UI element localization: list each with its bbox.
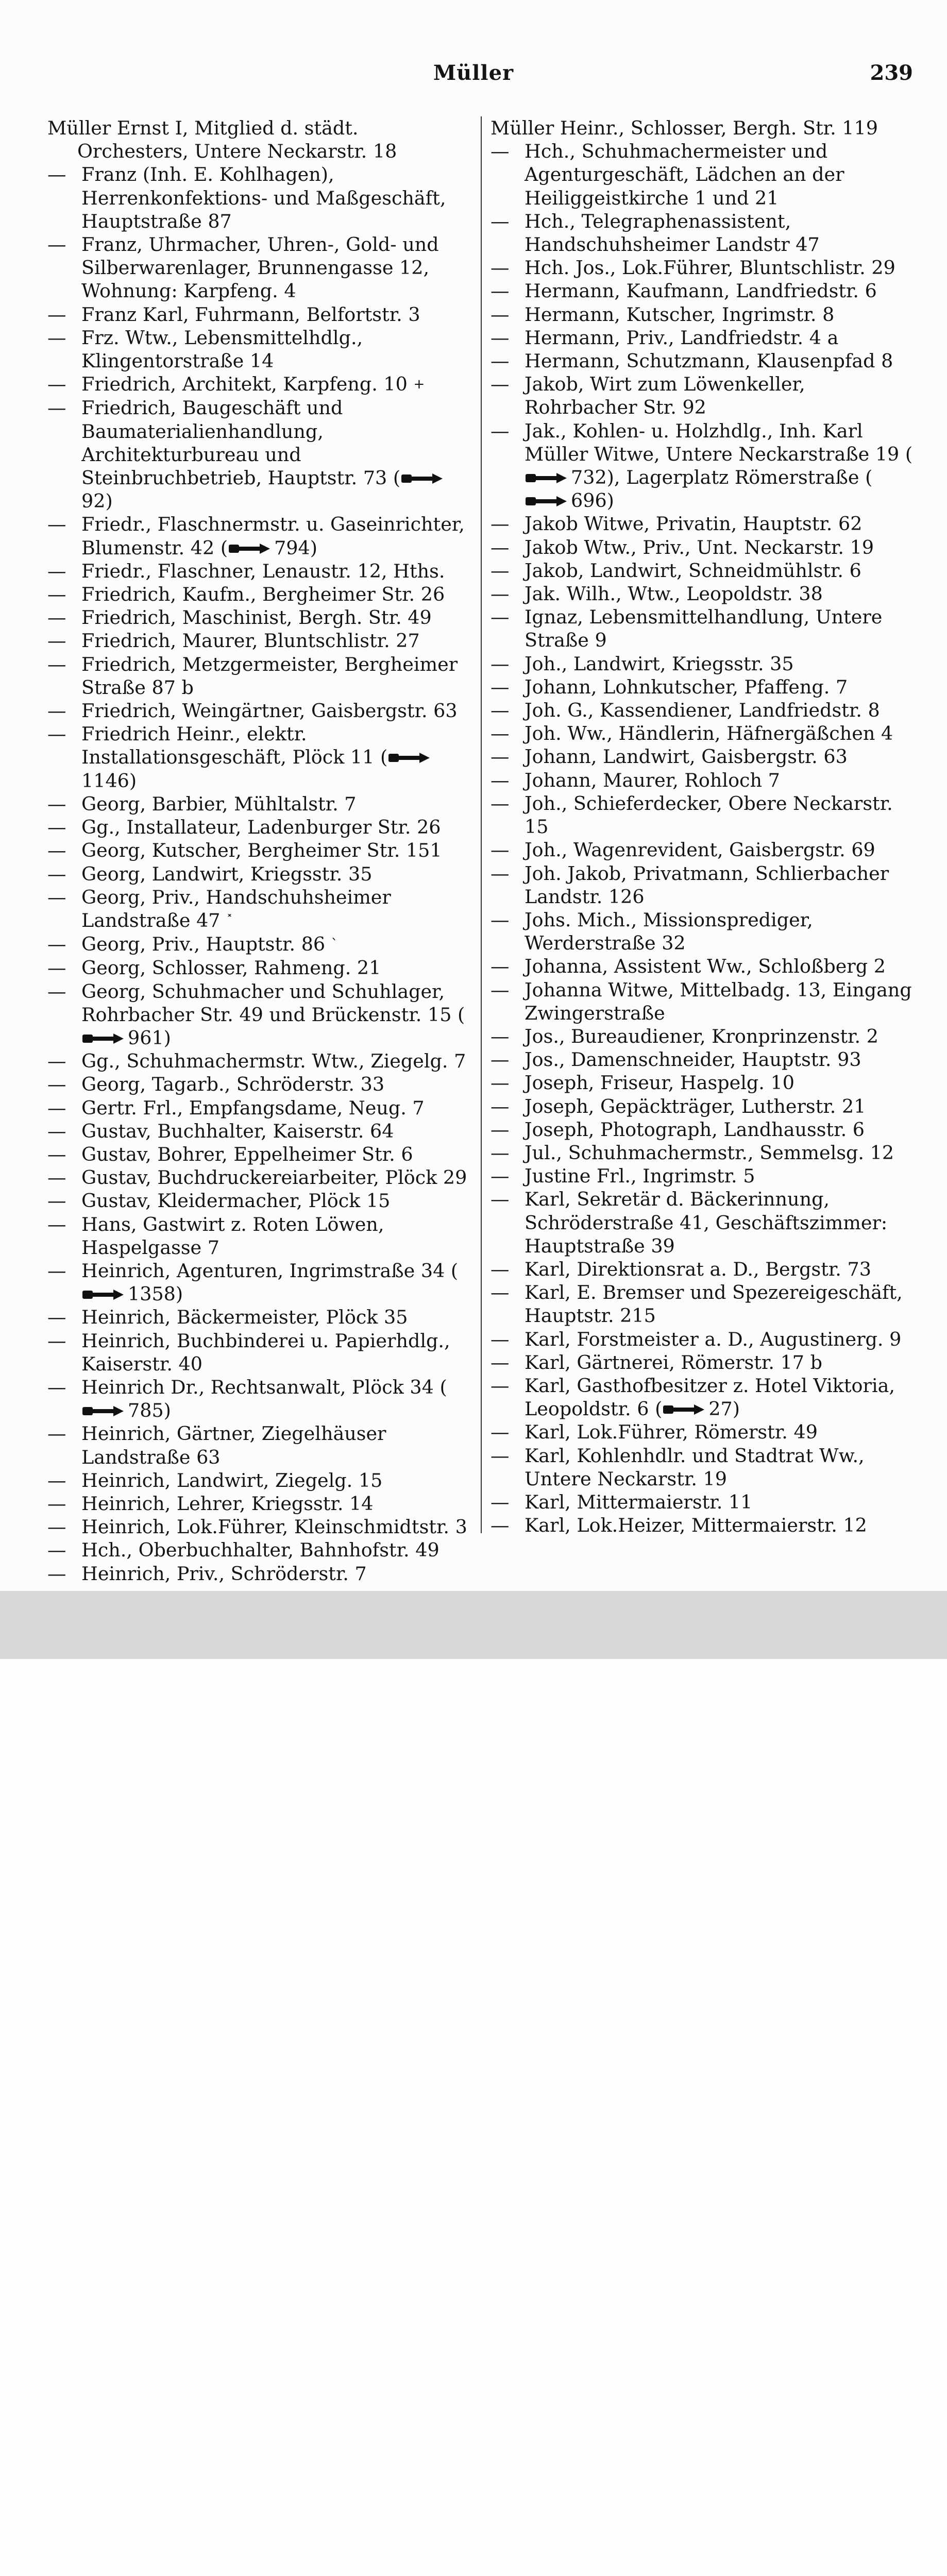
entry-text: Johanna Witwe, Mittelbadg. 13, Eingang Zwingerstraße [525,978,912,1024]
entry-text: Hermann, Kutscher, Ingrimstr. 8 [525,303,835,326]
entry-dash: — [47,1213,66,1235]
entry-text: Franz, Uhrmacher, Uhren-, Gold- und Silberwarenlager, Brunnengasse 12, Wohnung: Karpfeng. 4 [81,233,439,302]
entry-dash: — [47,373,66,396]
entry-dash: — [491,1072,510,1094]
entry-dash: — [491,1351,510,1374]
directory-entry [491,1025,913,1048]
directory-entry [47,699,470,722]
entry-dash: — [47,653,66,675]
entry-text: Johann, Landwirt, Gaisbergstr. 63 [525,745,848,768]
entry-text: Heinrich, Lok.Führer, Kleinschmidtstr. 3 [81,1516,467,1538]
entry-dash: — [47,933,66,956]
directory-entry [491,675,913,699]
directory-entry [47,1329,470,1376]
directory-entry [47,1562,470,1585]
entry-text: Joseph, Gepäckträger, Lutherstr. 21 [525,1095,866,1117]
entry-dash: — [491,839,510,861]
directory-entry [491,116,913,140]
entry-dash: — [491,769,510,791]
directory-entry [491,559,913,582]
entry-dash: — [491,326,510,349]
entry-dash: — [491,1444,510,1467]
entry-dash: — [47,397,66,419]
directory-entry [47,372,470,396]
entry-text: Karl, Forstmeister a. D., Augustinerg. 9 [525,1328,902,1350]
entry-dash: — [491,1141,510,1164]
entry-dash: — [491,1514,510,1537]
directory-entry [47,560,470,583]
entry-dash: — [47,1306,66,1329]
telephone-icon [662,1403,706,1416]
directory-entry [491,1351,913,1374]
entry-text: Friedrich, Weingärtner, Gaisbergstr. 63 [81,700,458,722]
directory-entry [491,303,913,326]
directory-entry [491,1164,913,1188]
directory-entry [491,349,913,372]
entry-dash: — [491,1095,510,1117]
directory-entry [47,629,470,652]
directory-entry [47,933,470,956]
entry-dash: — [47,1096,66,1119]
entry-text: Jakob, Wirt zum Löwenkeller, Rohrbacher Str. 92 [525,373,805,419]
entry-dash: — [47,1190,66,1212]
directory-entry: — Karl, Gasthofbesitzer z. Hotel Viktoria, Leopoldstr. 6 ( 27) [491,1374,895,1420]
entry-text: Joh. G., Kassendiener, Landfriedstr. 8 [525,699,880,722]
entry-text: Georg, Priv., Hauptstr. 86 [81,933,326,956]
directory-entry: — Friedrich Heinr., elektr. Installationsgeschäft, Plöck 11 (1146) [47,722,470,792]
entry-text: Georg, Schlosser, Rahmeng. 21 [81,957,381,979]
entry-text: Karl, Direktionsrat a. D., Bergstr. 73 [525,1258,871,1280]
entry-dash: — [47,862,66,885]
page-number: 239 [870,61,913,85]
entry-dash: — [491,140,510,163]
telephone-icon [228,542,272,555]
telephone-icon [525,495,569,508]
telephone-icon [81,1288,126,1301]
directory-entry [491,978,913,1025]
entry-dash: — [491,955,510,978]
entry-text: Joh., Wagenrevident, Gaisbergstr. 69 [525,839,875,861]
entry-text: Georg, Landwirt, Kriegsstr. 35 [81,862,373,885]
directory-entry [47,1073,470,1096]
entry-dash: — [491,722,510,745]
entry-dash: — [491,1165,510,1188]
directory-entry [491,862,913,908]
entry-text: Karl, Lok.Führer, Römerstr. 49 [525,1421,818,1444]
entry-dash: — [491,513,510,535]
entry-dash: — [491,210,510,232]
entry-text: Hermann, Priv., Landfriedstr. 4 a [525,326,839,349]
entry-text: Hch., Oberbuchhalter, Bahnhofstr. 49 [81,1539,439,1562]
directory-entry [47,1049,470,1073]
entry-dash: — [47,233,66,256]
entry-text: Johann, Maurer, Rohloch 7 [525,769,780,791]
entry-dash: — [47,1073,66,1096]
directory-entry [491,279,913,302]
entry-text: Joh., Landwirt, Kriegsstr. 35 [525,652,794,675]
entry-dash: — [47,700,66,722]
entry-text: Heinrich, Gärtner, Ziegelhäuser Landstraße 63 [81,1422,386,1468]
directory-entry [491,722,913,745]
entry-text: Georg, Priv., Handschuhsheimer Landstraße 47 [81,886,391,931]
directory-entry [491,326,913,349]
directory-entry [47,956,470,979]
entry-dash: — [47,1050,66,1073]
entry-text: Jakob Witwe, Privatin, Hauptstr. 62 [525,513,863,535]
directory-entry [491,1118,913,1141]
entry-dash: — [47,1516,66,1538]
entry-text: Jak. Wilh., Wtw., Leopoldstr. 38 [525,583,823,605]
entry-dash: — [491,1048,510,1071]
entry-dash: — [491,1374,510,1397]
entry-dash: — [47,1376,66,1398]
entry-dash: — [491,257,510,279]
entry-text: Gg., Schuhmachermstr. Wtw., Ziegelg. 7 [81,1050,466,1073]
entry-dash: — [491,978,510,1001]
entry-text: Franz Karl, Fuhrmann, Belfortstr. 3 [81,303,420,326]
directory-entry [47,792,470,816]
entry-dash: — [491,280,510,302]
entry-dash: — [47,303,66,326]
entry-dash: — [47,957,66,979]
directory-entry [491,210,913,256]
entry-dash: — [491,536,510,558]
directory-entry [491,1281,913,1327]
entry-dash: — [47,816,66,839]
directory-entry [491,582,913,605]
handwritten-mark: + [413,377,425,393]
entry-dash: — [491,862,510,885]
entry-text: Gustav, Buchdruckereiarbeiter, Plöck 29 [81,1166,467,1189]
entry-text: Joh., Schieferdecker, Obere Neckarstr. 15 [525,792,893,838]
entry-dash: — [47,1422,66,1445]
entry-text: Gustav, Kleidermacher, Plöck 15 [81,1190,391,1212]
right-column [491,116,913,1537]
directory-entry [491,838,913,861]
phone-number: 92 [81,490,106,513]
directory-entry [47,116,470,163]
entry-dash: — [491,419,510,442]
phone-number: 961 [128,1026,164,1049]
entry-dash: — [491,559,510,582]
directory-entry [491,256,913,279]
entry-text: Friedrich, Baugeschäft und Baumaterialienhandlung, Architekturbureau und Steinbruchbetrieb, Hauptstr. 73 [81,397,387,489]
entry-dash: — [491,745,510,768]
column-divider [481,116,482,1533]
directory-entry [47,1469,470,1492]
directory-entry [47,606,470,629]
directory-entry: — Jak., Kohlen- u. Holzhdlg., Inh. Karl Müller Witwe, Untere Neckarstraße 19 (732), Lagerplatz Römerstraße (696) [491,419,913,512]
viewer-footer [0,1591,947,1659]
directory-entry [491,1328,913,1351]
entry-dash: — [47,886,66,908]
entry-text: Karl, Mittermaierstr. 11 [525,1490,753,1513]
directory-entry [491,512,913,535]
entry-dash: — [491,583,510,605]
entry-text: Johanna, Assistent Ww., Schloßberg 2 [525,955,886,978]
entry-dash: — [47,513,66,536]
entry-text: Joh. Ww., Händlerin, Häfnergäßchen 4 [525,722,893,745]
entry-dash: — [47,980,66,1003]
directory-entry: — Friedr., Flaschnermstr. u. Gaseinrichter, Blumenstr. 42 ( 794) [47,513,465,559]
directory-entry [491,1188,913,1258]
entry-dash: — [47,1143,66,1165]
entry-text: Georg, Kutscher, Bergheimer Str. 151 [81,839,442,862]
directory-entry [47,886,470,933]
entry-dash: — [47,1539,66,1562]
directory-entry [47,653,470,699]
entry-dash: — [491,1328,510,1350]
entry-text: Friedrich, Architekt, Karpfeng. 10 [81,373,408,396]
entry-text: Müller Heinr., Schlosser, Bergh. Str. 119 [491,117,878,139]
entry-text: Johs. Mich., Missionsprediger, Werderstraße 32 [525,908,813,955]
entry-text: Georg, Barbier, Mühltalstr. 7 [81,792,357,815]
directory-entry [47,1538,470,1562]
entry-text: Jakob, Landwirt, Schneidmühlstr. 6 [525,559,861,582]
entry-dash: — [47,1492,66,1515]
entry-dash: — [47,792,66,815]
directory-entry [491,745,913,768]
entry-dash: — [491,652,510,675]
entry-dash: — [47,560,66,582]
directory-entry: — Georg, Schuhmacher und Schuhlager, Rohrbacher Str. 49 und Brückenstr. 15 (961) [47,980,465,1049]
entry-dash: — [47,1329,66,1352]
entry-text: Jos., Damenschneider, Hauptstr. 93 [525,1048,861,1071]
entry-dash: — [491,1258,510,1280]
entry-text: Gertr. Frl., Empfangsdame, Neug. 7 [81,1096,425,1119]
directory-entry: — Heinrich Dr., Rechtsanwalt, Plöck 34 (785) [47,1376,447,1422]
entry-dash: — [491,303,510,326]
entry-dash: — [491,1188,510,1211]
telephone-icon [525,471,569,485]
entry-text: Franz (Inh. E. Kohlhagen), Herrenkonfektions- und Maßgeschäft, Hauptstraße 87 [81,163,446,232]
directory-entry [47,303,470,326]
directory-entry [47,862,470,886]
directory-entry [47,1143,470,1166]
entry-text: Friedr., Flaschner, Lenaustr. 12, Hths. [81,560,445,582]
directory-entry [491,605,913,652]
handwritten-mark: ˋ [331,937,338,953]
entry-dash: — [47,723,66,745]
entry-text: Gustav, Bohrer, Eppelheimer Str. 6 [81,1143,413,1165]
directory-entry [491,955,913,978]
directory-entry [491,140,913,210]
page-title: Müller [433,61,514,85]
directory-entry [491,769,913,792]
directory-entry [47,326,470,372]
entry-text: Jak., Kohlen- u. Holzhdlg., Inh. Karl Müller Witwe, Untere Neckarstraße 19 [525,419,900,465]
phone-number: 1146 [81,769,129,792]
entry-text: Friedrich Heinr., elektr. Installationsgeschäft, Plöck 11 [81,723,375,769]
entry-text: Gustav, Buchhalter, Kaiserstr. 64 [81,1120,394,1142]
entry-text: Friedrich, Metzgermeister, Bergheimer Straße 87 b [81,653,458,699]
entry-dash: — [491,675,510,698]
entry-dash: — [47,839,66,862]
entry-text: Friedrich, Kaufm., Bergheimer Str. 26 [81,583,445,606]
entry-text: Müller Ernst I, Mitglied d. städt. Orchesters, Untere Neckarstr. 18 [47,117,397,163]
phone-number: 794 [274,536,310,559]
phone-number: 785 [128,1399,164,1422]
entry-text: Heinrich, Buchbinderei u. Papierhdlg., Kaiserstr. 40 [81,1329,450,1375]
entry-text: Karl, Sekretär d. Bäckerinnung, Schröderstraße 41, Geschäftszimmer: Hauptstraße 39 [525,1188,888,1257]
entry-dash: — [47,1562,66,1585]
directory-entry [491,1420,913,1444]
directory-entry [491,1490,913,1514]
left-column [47,116,470,1585]
directory-entry [491,1095,913,1118]
entry-dash: — [47,1469,66,1492]
directory-entry: — Friedrich, Baugeschäft und Baumaterialienhandlung, Architekturbureau und Steinbruchbetrieb, Hauptstr. 73 (92) [47,396,470,513]
entry-text: Karl, Kohlenhdlr. und Stadtrat Ww., Untere Neckarstr. 19 [525,1444,865,1490]
entry-text: Gg., Installateur, Ladenburger Str. 26 [81,816,441,839]
phone-number: 1358 [128,1283,176,1306]
entry-dash: — [491,350,510,372]
entry-text: Heinrich Dr., Rechtsanwalt, Plöck 34 [81,1376,434,1398]
entry-text: Ignaz, Lebensmittelhandlung, Untere Straße 9 [525,606,883,652]
directory-entry [491,536,913,559]
entry-text-continued: ), Lagerplatz Römerstraße [606,466,859,489]
directory-entry [47,1213,470,1259]
entry-text: Georg, Tagarb., Schröderstr. 33 [81,1073,385,1096]
telephone-icon [387,751,432,765]
entry-text: Hch., Telegraphenassistent, Handschuhsheimer Landstr 47 [525,210,820,256]
directory-entry [491,908,913,955]
entry-text: Heinrich, Landwirt, Ziegelg. 15 [81,1469,383,1492]
entry-text: Karl, Gasthofbesitzer z. Hotel Viktoria, Leopoldstr. 6 [525,1374,895,1420]
entry-text: Joh. Jakob, Privatmann, Schlierbacher Landstr. 126 [525,862,889,908]
entry-text: Heinrich, Priv., Schröderstr. 7 [81,1562,367,1585]
directory-entry: — Heinrich, Agenturen, Ingrimstraße 34 (1358) [47,1259,459,1306]
telephone-icon [400,472,445,485]
entry-dash: — [47,1166,66,1189]
entry-text: Hermann, Schutzmann, Klausenpfad 8 [525,350,893,372]
entry-text: Joseph, Photograph, Landhausstr. 6 [525,1118,865,1141]
entry-dash: — [47,630,66,652]
phone-number: 696 [571,489,607,512]
entry-dash: — [47,1259,66,1282]
entry-text: Karl, Lok.Heizer, Mittermaierstr. 12 [525,1514,867,1537]
entry-text: Hermann, Kaufmann, Landfriedstr. 6 [525,280,877,302]
directory-entry [47,1096,470,1120]
entry-text: Karl, E. Bremser und Spezereigeschäft, Hauptstr. 215 [525,1281,903,1327]
phone-number: 732 [571,466,607,489]
telephone-icon [81,1032,126,1045]
entry-text: Hch., Schuhmachermeister und Agenturgeschäft, Lädchen an der Heiliggeistkirche 1 und 21 [525,140,844,209]
entry-dash: — [47,326,66,349]
directory-entry [47,233,470,303]
phone-number: 27 [708,1398,733,1420]
entry-dash: — [47,583,66,606]
entry-text: Friedrich, Maschinist, Bergh. Str. 49 [81,606,432,629]
entry-text: Friedrich, Maurer, Bluntschlistr. 27 [81,630,420,652]
entry-dash: — [47,163,66,186]
entry-dash: — [491,699,510,722]
entry-dash: — [47,1120,66,1142]
directory-entry [47,1166,470,1189]
entry-text: Jakob Wtw., Priv., Unt. Neckarstr. 19 [525,536,874,558]
entry-text: Joseph, Friseur, Haspelg. 10 [525,1072,794,1094]
entry-text: Hans, Gastwirt z. Roten Löwen, Haspelgasse 7 [81,1213,384,1259]
directory-entry [47,1120,470,1143]
entry-text: Jos., Bureaudiener, Kronprinzenstr. 2 [525,1025,878,1047]
directory-entry [491,372,913,419]
entry-dash: — [491,606,510,629]
directory-entry [491,792,913,838]
entry-dash: — [491,908,510,931]
entry-dash: — [491,1118,510,1141]
directory-entry [47,816,470,839]
entry-dash: — [491,1490,510,1513]
entry-dash: — [491,792,510,815]
entry-dash: — [47,606,66,629]
entry-text: Hch. Jos., Lok.Führer, Bluntschlistr. 29 [525,257,895,279]
entry-text: Johann, Lohnkutscher, Pfaffeng. 7 [525,675,848,698]
entry-text: Karl, Gärtnerei, Römerstr. 17 b [525,1351,822,1374]
entry-text: Justine Frl., Ingrimstr. 5 [525,1165,755,1188]
entry-text: Heinrich, Lehrer, Kriegsstr. 14 [81,1492,374,1515]
entry-dash: — [491,1025,510,1047]
directory-entry [491,1258,913,1281]
directory-entry [47,163,470,233]
directory-entry [47,1492,470,1515]
directory-entry [491,1071,913,1094]
directory-entry [491,1444,913,1490]
directory-entry [491,699,913,722]
entry-text: Heinrich, Bäckermeister, Plöck 35 [81,1306,408,1329]
directory-entry [47,1306,470,1329]
directory-entry [491,1141,913,1164]
entry-dash: — [491,1281,510,1304]
entry-dash: — [491,1421,510,1444]
telephone-icon [81,1404,126,1418]
directory-entry [491,1048,913,1071]
entry-text: Jul., Schuhmachermstr., Semmelsg. 12 [525,1141,894,1164]
handwritten-mark: ˟ [226,912,233,928]
directory-entry [47,583,470,606]
directory-entry [47,1515,470,1538]
entry-text: Friedr., Flaschnermstr. u. Gaseinrichter, Blumenstr. 42 [81,513,465,559]
directory-entry [47,1422,470,1468]
directory-entry [47,839,470,862]
directory-entry [47,1189,470,1212]
entry-text: Heinrich, Agenturen, Ingrimstraße 34 [81,1259,445,1282]
directory-entry [491,1514,913,1537]
entry-text: Georg, Schuhmacher und Schuhlager, Rohrbacher Str. 49 und Brückenstr. 15 [81,980,452,1026]
directory-entry [491,652,913,675]
entry-dash: — [491,373,510,396]
entry-text: Frz. Wtw., Lebensmittelhdlg., Klingentorstraße 14 [81,326,363,372]
